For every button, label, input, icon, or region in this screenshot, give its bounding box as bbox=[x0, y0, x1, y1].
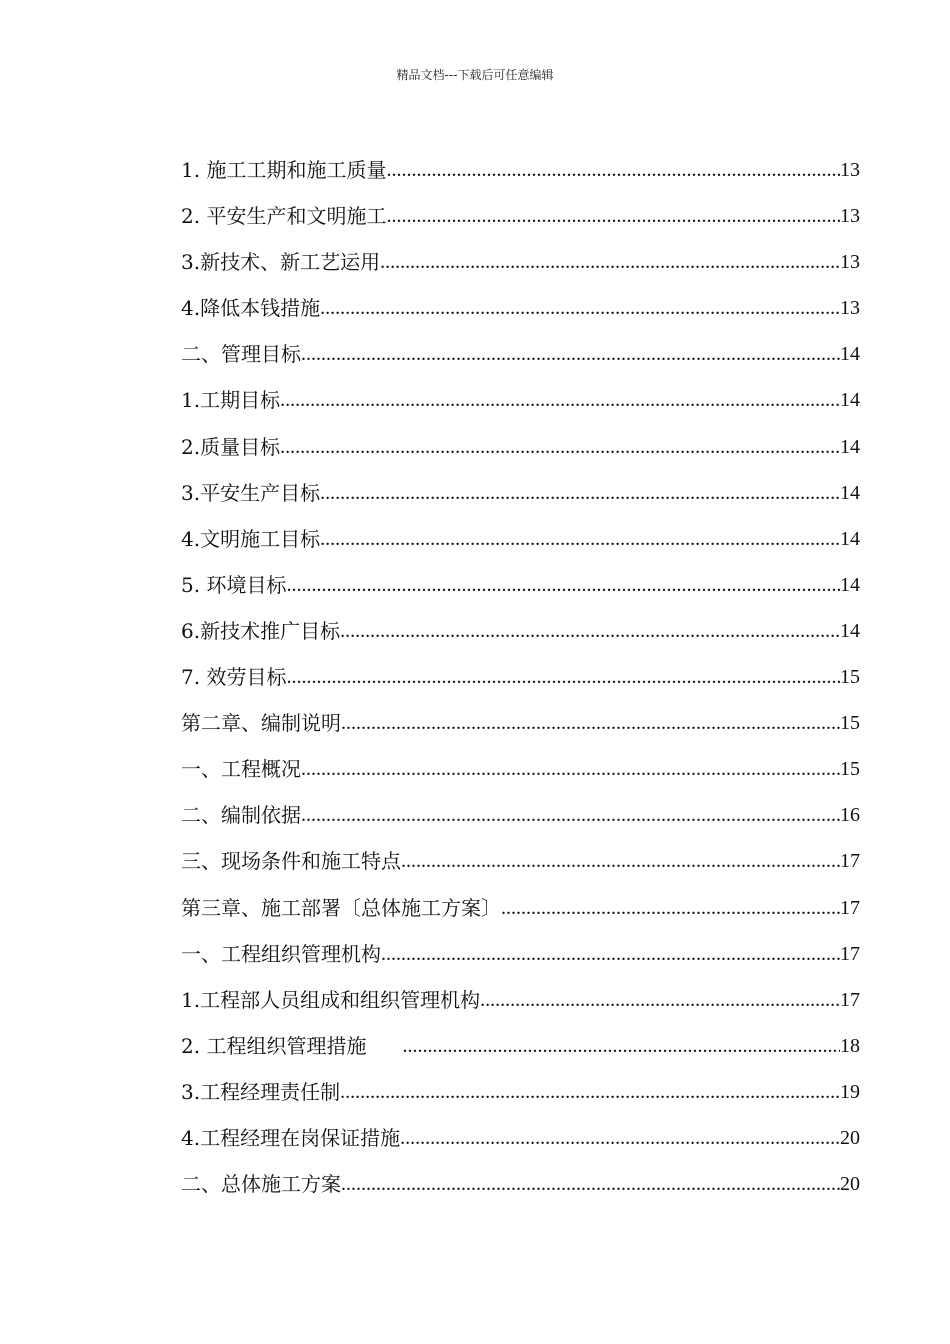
toc-entry[interactable] bbox=[181, 799, 860, 845]
toc-entry-label: 4.降低本钱措施 bbox=[181, 292, 320, 324]
toc-entry-page: 14 bbox=[840, 615, 860, 647]
toc-entry[interactable] bbox=[181, 1122, 860, 1168]
toc-entry[interactable] bbox=[181, 984, 860, 1030]
toc-entry-label: 三、现场条件和施工特点 bbox=[181, 845, 401, 877]
toc-entry[interactable] bbox=[181, 753, 860, 799]
toc-leader-dots bbox=[301, 338, 840, 370]
toc-entry[interactable] bbox=[181, 845, 860, 891]
toc-entry[interactable] bbox=[181, 615, 860, 661]
toc-entry-page: 13 bbox=[840, 200, 860, 232]
toc-entry-page: 14 bbox=[840, 338, 860, 370]
toc-leader-dots bbox=[381, 938, 840, 970]
toc-entry-page: 16 bbox=[840, 799, 860, 831]
toc-leader-dots bbox=[280, 384, 840, 416]
toc-entry-label: 2. 工程组织管理措施 bbox=[181, 1030, 366, 1062]
toc-entry[interactable] bbox=[181, 477, 860, 523]
toc-entry-label: 4.文明施工目标 bbox=[181, 523, 320, 555]
toc-entry-label: 3.新技术、新工艺运用 bbox=[181, 246, 380, 278]
toc-leader-dots bbox=[366, 1030, 840, 1062]
toc-entry-label: 二、编制依据 bbox=[181, 799, 301, 831]
toc-entry-label: 二、总体施工方案 bbox=[181, 1168, 341, 1200]
toc-entry-page: 13 bbox=[840, 292, 860, 324]
toc-entry[interactable] bbox=[181, 1076, 860, 1122]
toc-entry-label: 第二章、编制说明 bbox=[181, 707, 341, 739]
toc-leader-dots bbox=[341, 707, 840, 739]
toc-leader-dots bbox=[280, 431, 840, 463]
toc-leader-dots bbox=[320, 477, 840, 509]
toc-entry-page: 14 bbox=[840, 477, 860, 509]
toc-leader-dots bbox=[400, 1122, 840, 1154]
toc-entry[interactable] bbox=[181, 569, 860, 615]
toc-entry-label: 5. 环境目标 bbox=[181, 569, 286, 601]
toc-leader-dots bbox=[320, 292, 840, 324]
toc-entry[interactable] bbox=[181, 246, 860, 292]
toc-entry-label: 1.工程部人员组成和组织管理机构 bbox=[181, 984, 480, 1016]
table-of-contents bbox=[181, 154, 860, 1214]
toc-entry-label: 6.新技术推广目标 bbox=[181, 615, 340, 647]
toc-entry-page: 15 bbox=[840, 707, 860, 739]
toc-entry-label: 3.平安生产目标 bbox=[181, 477, 320, 509]
toc-entry[interactable] bbox=[181, 523, 860, 569]
toc-entry[interactable] bbox=[181, 154, 860, 200]
toc-entry-page: 14 bbox=[840, 569, 860, 601]
toc-entry-page: 13 bbox=[840, 246, 860, 278]
toc-entry[interactable] bbox=[181, 200, 860, 246]
toc-leader-dots bbox=[480, 984, 840, 1016]
toc-leader-dots bbox=[386, 200, 840, 232]
toc-entry-page: 20 bbox=[840, 1122, 860, 1154]
toc-leader-dots bbox=[401, 845, 840, 877]
toc-entry-page: 15 bbox=[840, 753, 860, 785]
toc-entry[interactable] bbox=[181, 661, 860, 707]
toc-entry-page: 17 bbox=[840, 984, 860, 1016]
toc-leader-dots bbox=[286, 661, 840, 693]
toc-entry-label: 第三章、施工部署〔总体施工方案〕 bbox=[181, 892, 501, 924]
page-header: 精品文档---下载后可任意编辑 bbox=[396, 68, 554, 82]
toc-entry-page: 20 bbox=[840, 1168, 860, 1200]
toc-entry[interactable] bbox=[181, 1030, 860, 1076]
toc-entry[interactable] bbox=[181, 938, 860, 984]
toc-entry-page: 17 bbox=[840, 845, 860, 877]
toc-leader-dots bbox=[386, 154, 840, 186]
toc-entry[interactable] bbox=[181, 292, 860, 338]
toc-entry-label: 7. 效劳目标 bbox=[181, 661, 286, 693]
toc-entry-page: 17 bbox=[840, 892, 860, 924]
toc-entry-page: 14 bbox=[840, 523, 860, 555]
toc-entry-page: 18 bbox=[840, 1030, 860, 1062]
toc-entry-page: 17 bbox=[840, 938, 860, 970]
toc-entry-page: 19 bbox=[840, 1076, 860, 1108]
toc-entry[interactable] bbox=[181, 338, 860, 384]
toc-entry-label: 2.质量目标 bbox=[181, 431, 280, 463]
toc-leader-dots bbox=[380, 246, 840, 278]
toc-entry[interactable] bbox=[181, 707, 860, 753]
toc-leader-dots bbox=[301, 753, 840, 785]
toc-entry-label: 3.工程经理责任制 bbox=[181, 1076, 340, 1108]
toc-leader-dots bbox=[501, 892, 840, 924]
toc-entry-page: 13 bbox=[840, 154, 860, 186]
toc-entry[interactable] bbox=[181, 384, 860, 430]
toc-leader-dots bbox=[286, 569, 840, 601]
toc-leader-dots bbox=[320, 523, 840, 555]
toc-entry-label: 1. 施工工期和施工质量 bbox=[181, 154, 386, 186]
toc-entry-label: 二、管理目标 bbox=[181, 338, 301, 370]
toc-entry-label: 一、工程概况 bbox=[181, 753, 301, 785]
toc-entry-page: 14 bbox=[840, 384, 860, 416]
toc-leader-dots bbox=[340, 1076, 840, 1108]
toc-entry[interactable] bbox=[181, 431, 860, 477]
toc-entry[interactable] bbox=[181, 892, 860, 938]
toc-entry-page: 14 bbox=[840, 431, 860, 463]
toc-entry-label: 1.工期目标 bbox=[181, 384, 280, 416]
toc-entry-label: 一、工程组织管理机构 bbox=[181, 938, 381, 970]
toc-leader-dots bbox=[301, 799, 840, 831]
toc-entry-page: 15 bbox=[840, 661, 860, 693]
toc-entry[interactable] bbox=[181, 1168, 860, 1214]
toc-leader-dots bbox=[341, 1168, 840, 1200]
toc-entry-label: 2. 平安生产和文明施工 bbox=[181, 200, 386, 232]
toc-leader-dots bbox=[340, 615, 840, 647]
toc-entry-label: 4.工程经理在岗保证措施 bbox=[181, 1122, 400, 1154]
